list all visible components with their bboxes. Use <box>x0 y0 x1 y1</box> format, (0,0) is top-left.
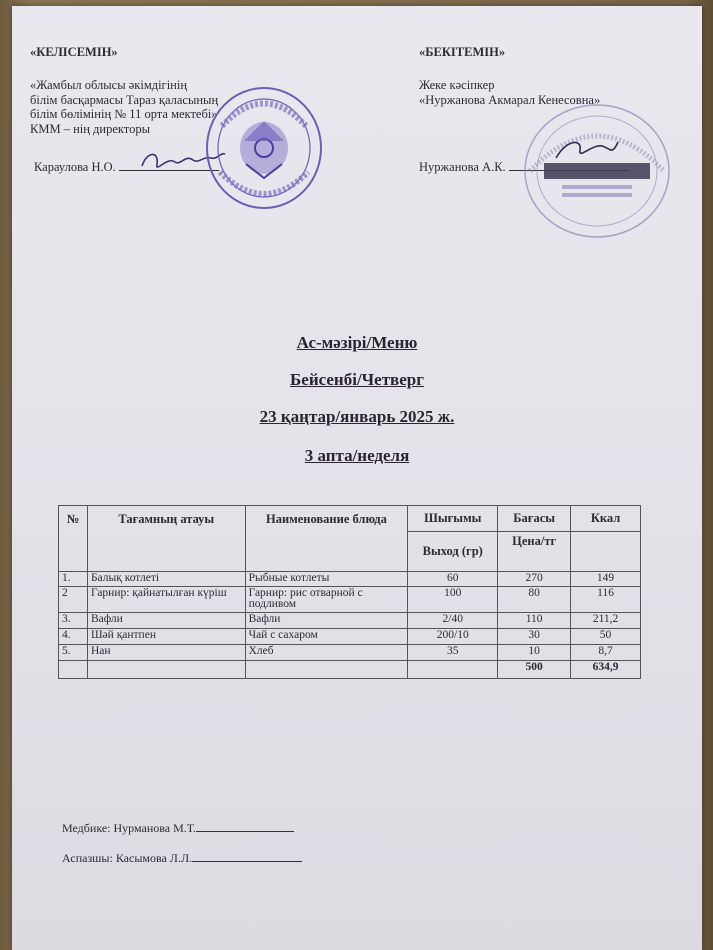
org-line: білім бөлімінің № 11 орта мектебі» <box>30 107 218 121</box>
col-header-empty <box>571 532 641 572</box>
official-seal <box>204 86 324 211</box>
col-header-price-kz: Бағасы <box>498 506 571 532</box>
menu-title: Ас-мәзірі/Меню <box>296 333 418 352</box>
dish-name-kz: Гарнир: қайнатылған күріш <box>87 587 245 613</box>
dish-name-ru: Гарнир: рис отварной с подливом <box>245 587 408 613</box>
menu-table <box>58 505 641 679</box>
total-row <box>59 661 641 679</box>
dish-name-ru: Вафли <box>245 613 408 629</box>
left-signer-name: Караулова Н.О. <box>34 160 116 174</box>
dish-kcal: 8,7 <box>571 645 641 661</box>
dish-output: 35 <box>408 645 498 661</box>
dish-price: 270 <box>498 572 571 587</box>
row-number: 4. <box>59 629 88 645</box>
week-title: 3 апта/неделя <box>304 446 410 465</box>
dish-name-kz: Балық котлеті <box>87 572 245 587</box>
dish-name-ru: Чай с сахаром <box>245 629 408 645</box>
table-row <box>59 572 641 587</box>
org-line: «Жамбыл облысы әкімдігінің <box>30 78 188 92</box>
table-row <box>59 629 641 645</box>
dish-price: 80 <box>498 587 571 613</box>
nurse-signature-row <box>62 820 294 836</box>
dish-price: 110 <box>498 613 571 629</box>
col-header-kcal: Ккал <box>571 506 641 532</box>
row-number: 5. <box>59 645 88 661</box>
col-header-output-ru: Выход (гр) <box>408 532 498 572</box>
approval-left-label: «КЕЛІСЕМІН» <box>30 45 118 59</box>
date-title: 23 қаңтар/январь 2025 ж. <box>259 407 455 426</box>
dish-output: 200/10 <box>408 629 498 645</box>
nurse-name: Медбике: Нурманова М.Т. <box>62 821 196 835</box>
dish-name-kz: Вафли <box>87 613 245 629</box>
org-line: Жеке кәсіпкер <box>419 78 495 92</box>
dish-output: 60 <box>408 572 498 587</box>
signature-line <box>196 820 294 832</box>
row-number: 3. <box>59 613 88 629</box>
day-title: Бейсенбі/Четверг <box>290 370 424 389</box>
dish-name-ru: Рыбные котлеты <box>245 572 408 587</box>
col-header-name-ru: Наименование блюда <box>245 506 408 572</box>
approval-right-label: «БЕКІТЕМІН» <box>419 45 506 59</box>
col-header-number: № <box>59 506 88 572</box>
handwritten-signature <box>552 136 622 166</box>
col-header-output-kz: Шығымы <box>408 506 498 532</box>
dish-name-kz: Шәй қантпен <box>87 629 245 645</box>
total-price: 500 <box>498 661 571 679</box>
col-header-name-kz: Тағамның атауы <box>87 506 245 572</box>
table-row <box>59 645 641 661</box>
right-signer-name: Нуржанова А.К. <box>419 160 506 174</box>
dish-kcal: 116 <box>571 587 641 613</box>
signature-line <box>192 850 302 862</box>
dish-output: 100 <box>408 587 498 613</box>
cook-signature-row <box>62 850 302 866</box>
dish-name-kz: Нан <box>87 645 245 661</box>
approval-left-org <box>30 78 218 136</box>
row-number: 2 <box>59 587 88 613</box>
approval-right-org <box>419 78 600 107</box>
dish-output: 2/40 <box>408 613 498 629</box>
total-kcal: 634,9 <box>571 661 641 679</box>
org-line: «Нуржанова Акмарал Кенесовна» <box>419 92 601 107</box>
dish-kcal: 149 <box>571 572 641 587</box>
document-page <box>12 6 702 950</box>
entrepreneur-seal <box>522 101 672 241</box>
dish-kcal: 50 <box>571 629 641 645</box>
org-line: білім басқармасы Тараз қаласының <box>30 92 219 107</box>
table-row <box>59 587 641 613</box>
cook-name: Аспазшы: Касымова Л.Л. <box>62 851 193 865</box>
dish-price: 10 <box>498 645 571 661</box>
col-header-price-ru: Цена/тг <box>498 532 571 572</box>
dish-kcal: 211,2 <box>571 613 641 629</box>
dish-price: 30 <box>498 629 571 645</box>
dish-name-ru: Хлеб <box>245 645 408 661</box>
table-row <box>59 613 641 629</box>
org-line: КММ – нің директоры <box>30 121 150 136</box>
row-number: 1. <box>59 572 88 587</box>
